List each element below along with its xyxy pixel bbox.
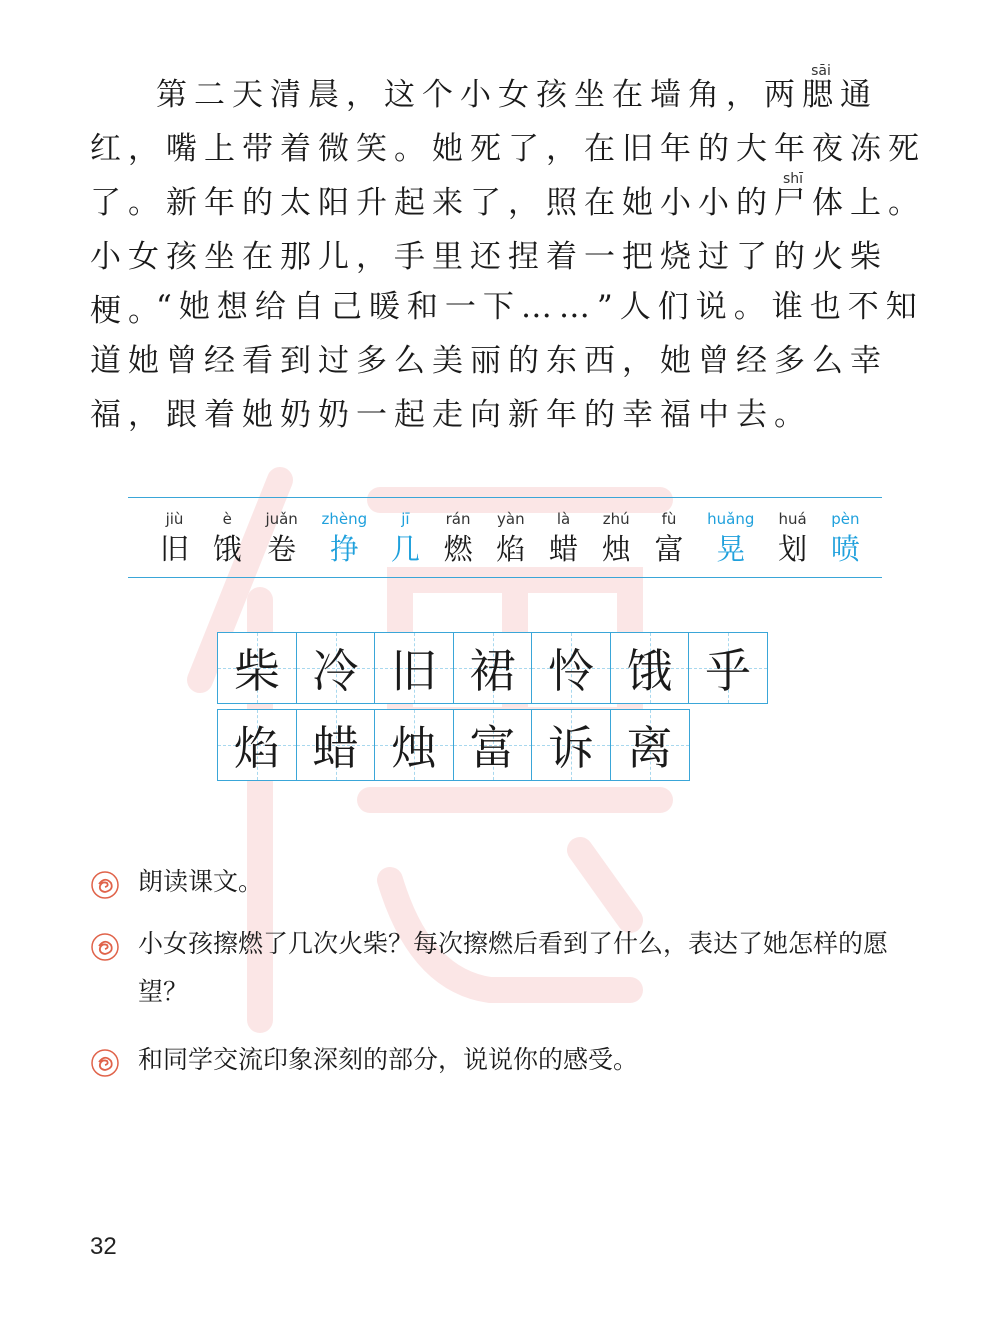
spiral-bullet-icon xyxy=(90,932,120,962)
story-paragraph-2: “她想给自己暖和一下……”人们说。谁也不知道她曾经看到过多么美丽的东西，她曾经多么幸福，跟着她奶奶一起走向新年的幸福中去。 xyxy=(90,289,924,433)
vocab-pinyin: yàn xyxy=(497,510,525,528)
task-item-3 xyxy=(90,1036,930,1084)
task-text: 和同学交流印象深刻的部分，说说你的感受。 xyxy=(138,1045,639,1074)
vocab-char: 富 xyxy=(654,532,684,566)
writing-char: 柴 xyxy=(234,644,280,698)
vocab-char: 饿 xyxy=(212,532,242,566)
vocab-char: 蜡 xyxy=(549,532,579,566)
writing-cell xyxy=(374,709,454,781)
writing-char: 饿 xyxy=(626,644,673,698)
pinyin-sai: sāi xyxy=(811,63,831,79)
vocab-item xyxy=(265,508,297,568)
vocab-pinyin: juǎn xyxy=(265,510,298,528)
annotated-char-shi: shī 尸 xyxy=(774,176,812,230)
writing-grid-row-2 xyxy=(217,709,688,781)
writing-char: 冷 xyxy=(312,644,359,698)
writing-char: 离 xyxy=(626,721,673,775)
vocab-char: 旧 xyxy=(160,532,190,566)
story-paragraph-1: 第二天清晨，这个小女孩坐在墙角，两 sāi 腮通红，嘴上带着微笑。她死了，在旧年的大年夜冻死了。新年的太阳升起来了，照在她小小的 shī 尸体上。小女孩坐在那儿，手里还捏着一把烧过了的火柴梗。 xyxy=(90,68,930,338)
vocab-pinyin: pèn xyxy=(831,510,860,528)
vocab-char: 几 xyxy=(390,532,420,566)
writing-char: 诉 xyxy=(548,721,594,775)
page-number: 32 xyxy=(90,1233,117,1260)
writing-cell xyxy=(688,632,768,704)
writing-grid-row-1 xyxy=(217,632,767,704)
vocab-pinyin: zhèng xyxy=(321,510,368,528)
writing-char: 焰 xyxy=(234,721,280,775)
spiral-bullet-icon xyxy=(90,1048,120,1078)
vocab-char: 焰 xyxy=(496,532,526,566)
writing-cell xyxy=(453,632,533,704)
task-item-1 xyxy=(90,858,930,906)
writing-cell xyxy=(217,709,297,781)
vocab-pinyin: jī xyxy=(401,510,410,528)
vocab-pinyin: è xyxy=(222,510,232,528)
writing-char: 裙 xyxy=(469,644,516,698)
writing-char: 蜡 xyxy=(312,721,359,775)
spiral-bullet-icon xyxy=(90,870,120,900)
vocab-pinyin: là xyxy=(556,510,571,528)
task-text: 朗读课文。 xyxy=(138,867,264,896)
vocab-char: 划 xyxy=(778,532,808,566)
writing-cell xyxy=(296,632,376,704)
vocab-item xyxy=(160,508,189,568)
vocab-item xyxy=(213,508,242,568)
vocab-pinyin: huá xyxy=(778,510,807,528)
vocab-item xyxy=(602,508,631,568)
writing-cell xyxy=(217,632,297,704)
writing-cell xyxy=(610,632,690,704)
vocab-item xyxy=(654,508,683,568)
vocab-char: 晃 xyxy=(716,532,746,566)
writing-char: 乎 xyxy=(705,644,751,698)
task-item-2 xyxy=(90,920,930,1016)
annotated-char-sai: sāi 腮 xyxy=(802,68,840,122)
vocab-char: 喷 xyxy=(830,532,860,566)
vocab-pinyin: fù xyxy=(661,510,677,528)
vocab-item xyxy=(549,508,578,568)
vocab-bottom-rule xyxy=(128,577,882,578)
writing-char: 旧 xyxy=(391,644,437,698)
writing-char: 烛 xyxy=(391,721,437,775)
vocab-item xyxy=(831,508,860,568)
vocab-char: 卷 xyxy=(267,532,297,566)
vocab-pinyin: huǎng xyxy=(707,510,755,528)
writing-cell xyxy=(531,709,611,781)
writing-char: 富 xyxy=(469,721,516,775)
writing-cell xyxy=(531,632,611,704)
vocab-item xyxy=(707,508,754,568)
writing-cell xyxy=(374,632,454,704)
writing-char: 怜 xyxy=(548,644,594,698)
writing-cell xyxy=(610,709,690,781)
vocab-pinyin: jiù xyxy=(165,510,184,528)
vocab-item xyxy=(391,508,420,568)
vocab-char: 燃 xyxy=(443,532,473,566)
vocab-pinyin: zhú xyxy=(602,510,630,528)
vocab-top-rule xyxy=(128,497,882,498)
vocab-item xyxy=(496,508,525,568)
vocab-list xyxy=(160,508,860,568)
pinyin-shi: shī xyxy=(782,171,804,187)
vocab-char: 烛 xyxy=(601,532,631,566)
vocab-pinyin: rán xyxy=(445,510,471,528)
writing-cell xyxy=(296,709,376,781)
task-text: 小女孩擦燃了几次火柴？每次擦燃后看到了什么，表达了她怎样的愿望？ xyxy=(138,929,889,1006)
writing-cell xyxy=(453,709,533,781)
vocab-item xyxy=(778,508,807,568)
vocab-item xyxy=(444,508,473,568)
vocab-char: 挣 xyxy=(329,532,359,566)
vocab-item xyxy=(322,508,368,568)
